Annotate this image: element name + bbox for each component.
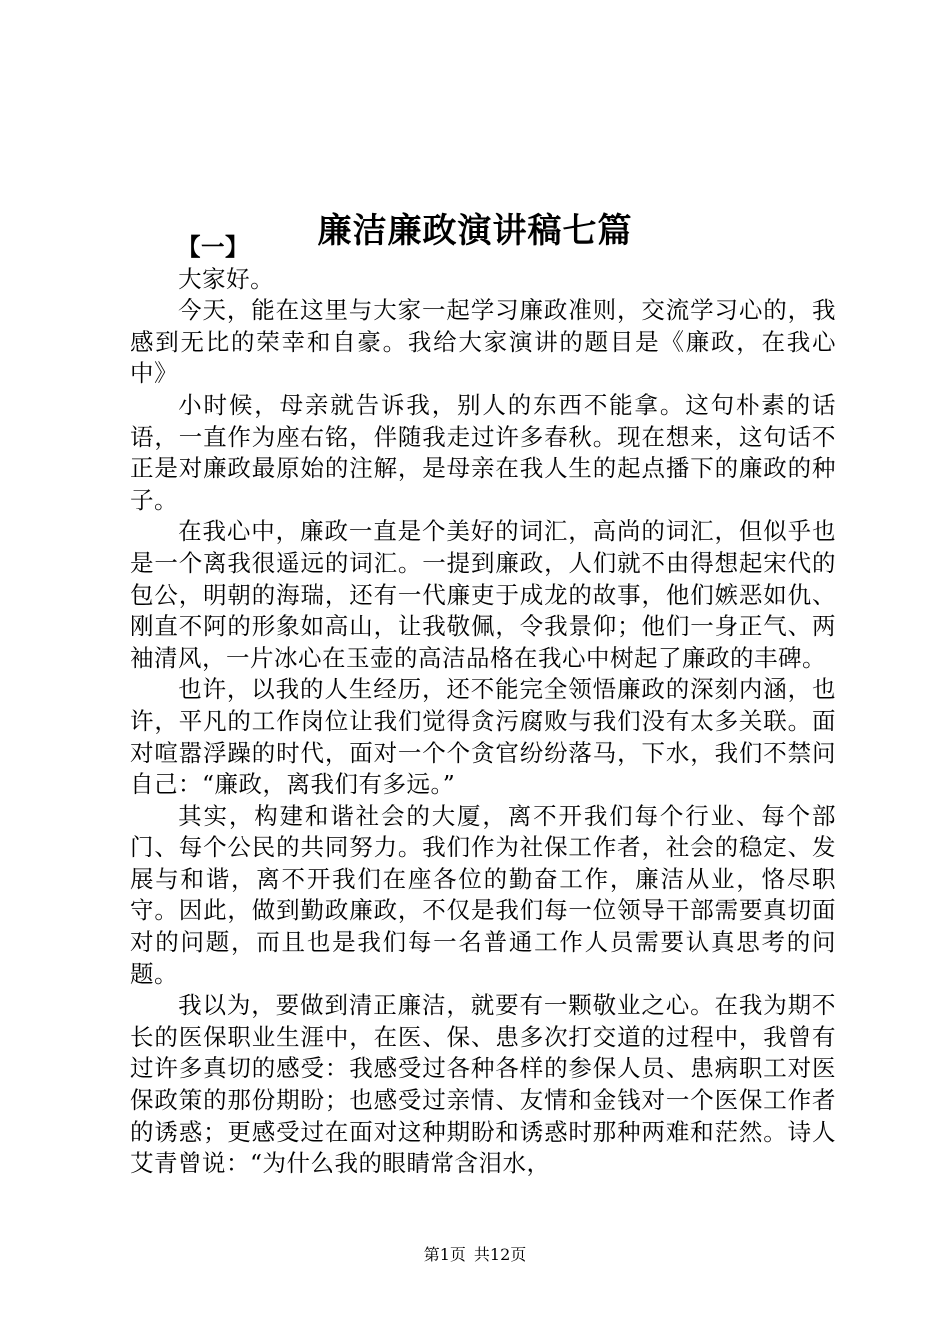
paragraph: 小时候，母亲就告诉我，别人的东西不能拿。这句朴素的话语，一直作为座右铭，伴随我走过许多春秋。现在想来，这句话不正是对廉政最原始的注解，是母亲在我人生的起点播下的廉政的种子。 [130,390,836,514]
paragraph: 我以为，要做到清正廉洁，就要有一颗敬业之心。在我为期不长的医保职业生涯中，在医、保、患多次打交道的过程中，我曾有过许多真切的感受：我感受过各种各样的参保人员、患病职工对医保政策的那份期盼；也感受过亲情、友情和金钱对一个医保工作者的诱惑；更感受过在面对这种期盼和诱惑时那种两难和茫然。诗人艾青曾说：“为什么我的眼睛常含泪水， [130,991,836,1178]
paragraph: 也许，以我的人生经历，还不能完全领悟廉政的深刻内涵，也许，平凡的工作岗位让我们觉得贪污腐败与我们没有太多关联。面对喧嚣浮躁的时代，面对一个个贪官纷纷落马，下水，我们不禁问自己：“廉政，离我们有多远。” [130,675,836,799]
document-body [130,232,836,1180]
paragraph: 今天，能在这里与大家一起学习廉政准则，交流学习心的，我感到无比的荣幸和自豪。我给大家演讲的题目是《廉政，在我心中》 [130,296,836,388]
section-heading: 【一】 [177,233,249,261]
page-total: 共12页 [473,1245,527,1264]
page-footer [0,1244,950,1266]
paragraph: 其实，构建和谐社会的大厦，离不开我们每个行业、每个部门、每个公民的共同努力。我们作为社保工作者，社会的稳定、发展与和谐，离不开我们在座各位的勤奋工作，廉洁从业，恪尽职守。因此，做到勤政廉政，不仅是我们每一位领导干部需要真切面对的问题，而且也是我们每一名普通工作人员需要认真思考的问题。 [130,801,836,988]
document-title: 廉洁廉政演讲稿七篇 [317,210,633,251]
paragraph-greeting: 大家好。 [178,264,275,293]
page-number: 第1页 [423,1245,466,1264]
paragraph: 在我心中，廉政一直是个美好的词汇，高尚的词汇，但似乎也是一个离我很遥远的词汇。一提到廉政，人们就不由得想起宋代的包公，明朝的海瑞，还有一代廉吏于成龙的故事，他们嫉恶如仇、刚直不阿的形象如高山，让我敬佩，令我景仰；他们一身正气、两袖清风，一片冰心在玉壶的高洁品格在我心中树起了廉政的丰碑。 [130,517,836,672]
